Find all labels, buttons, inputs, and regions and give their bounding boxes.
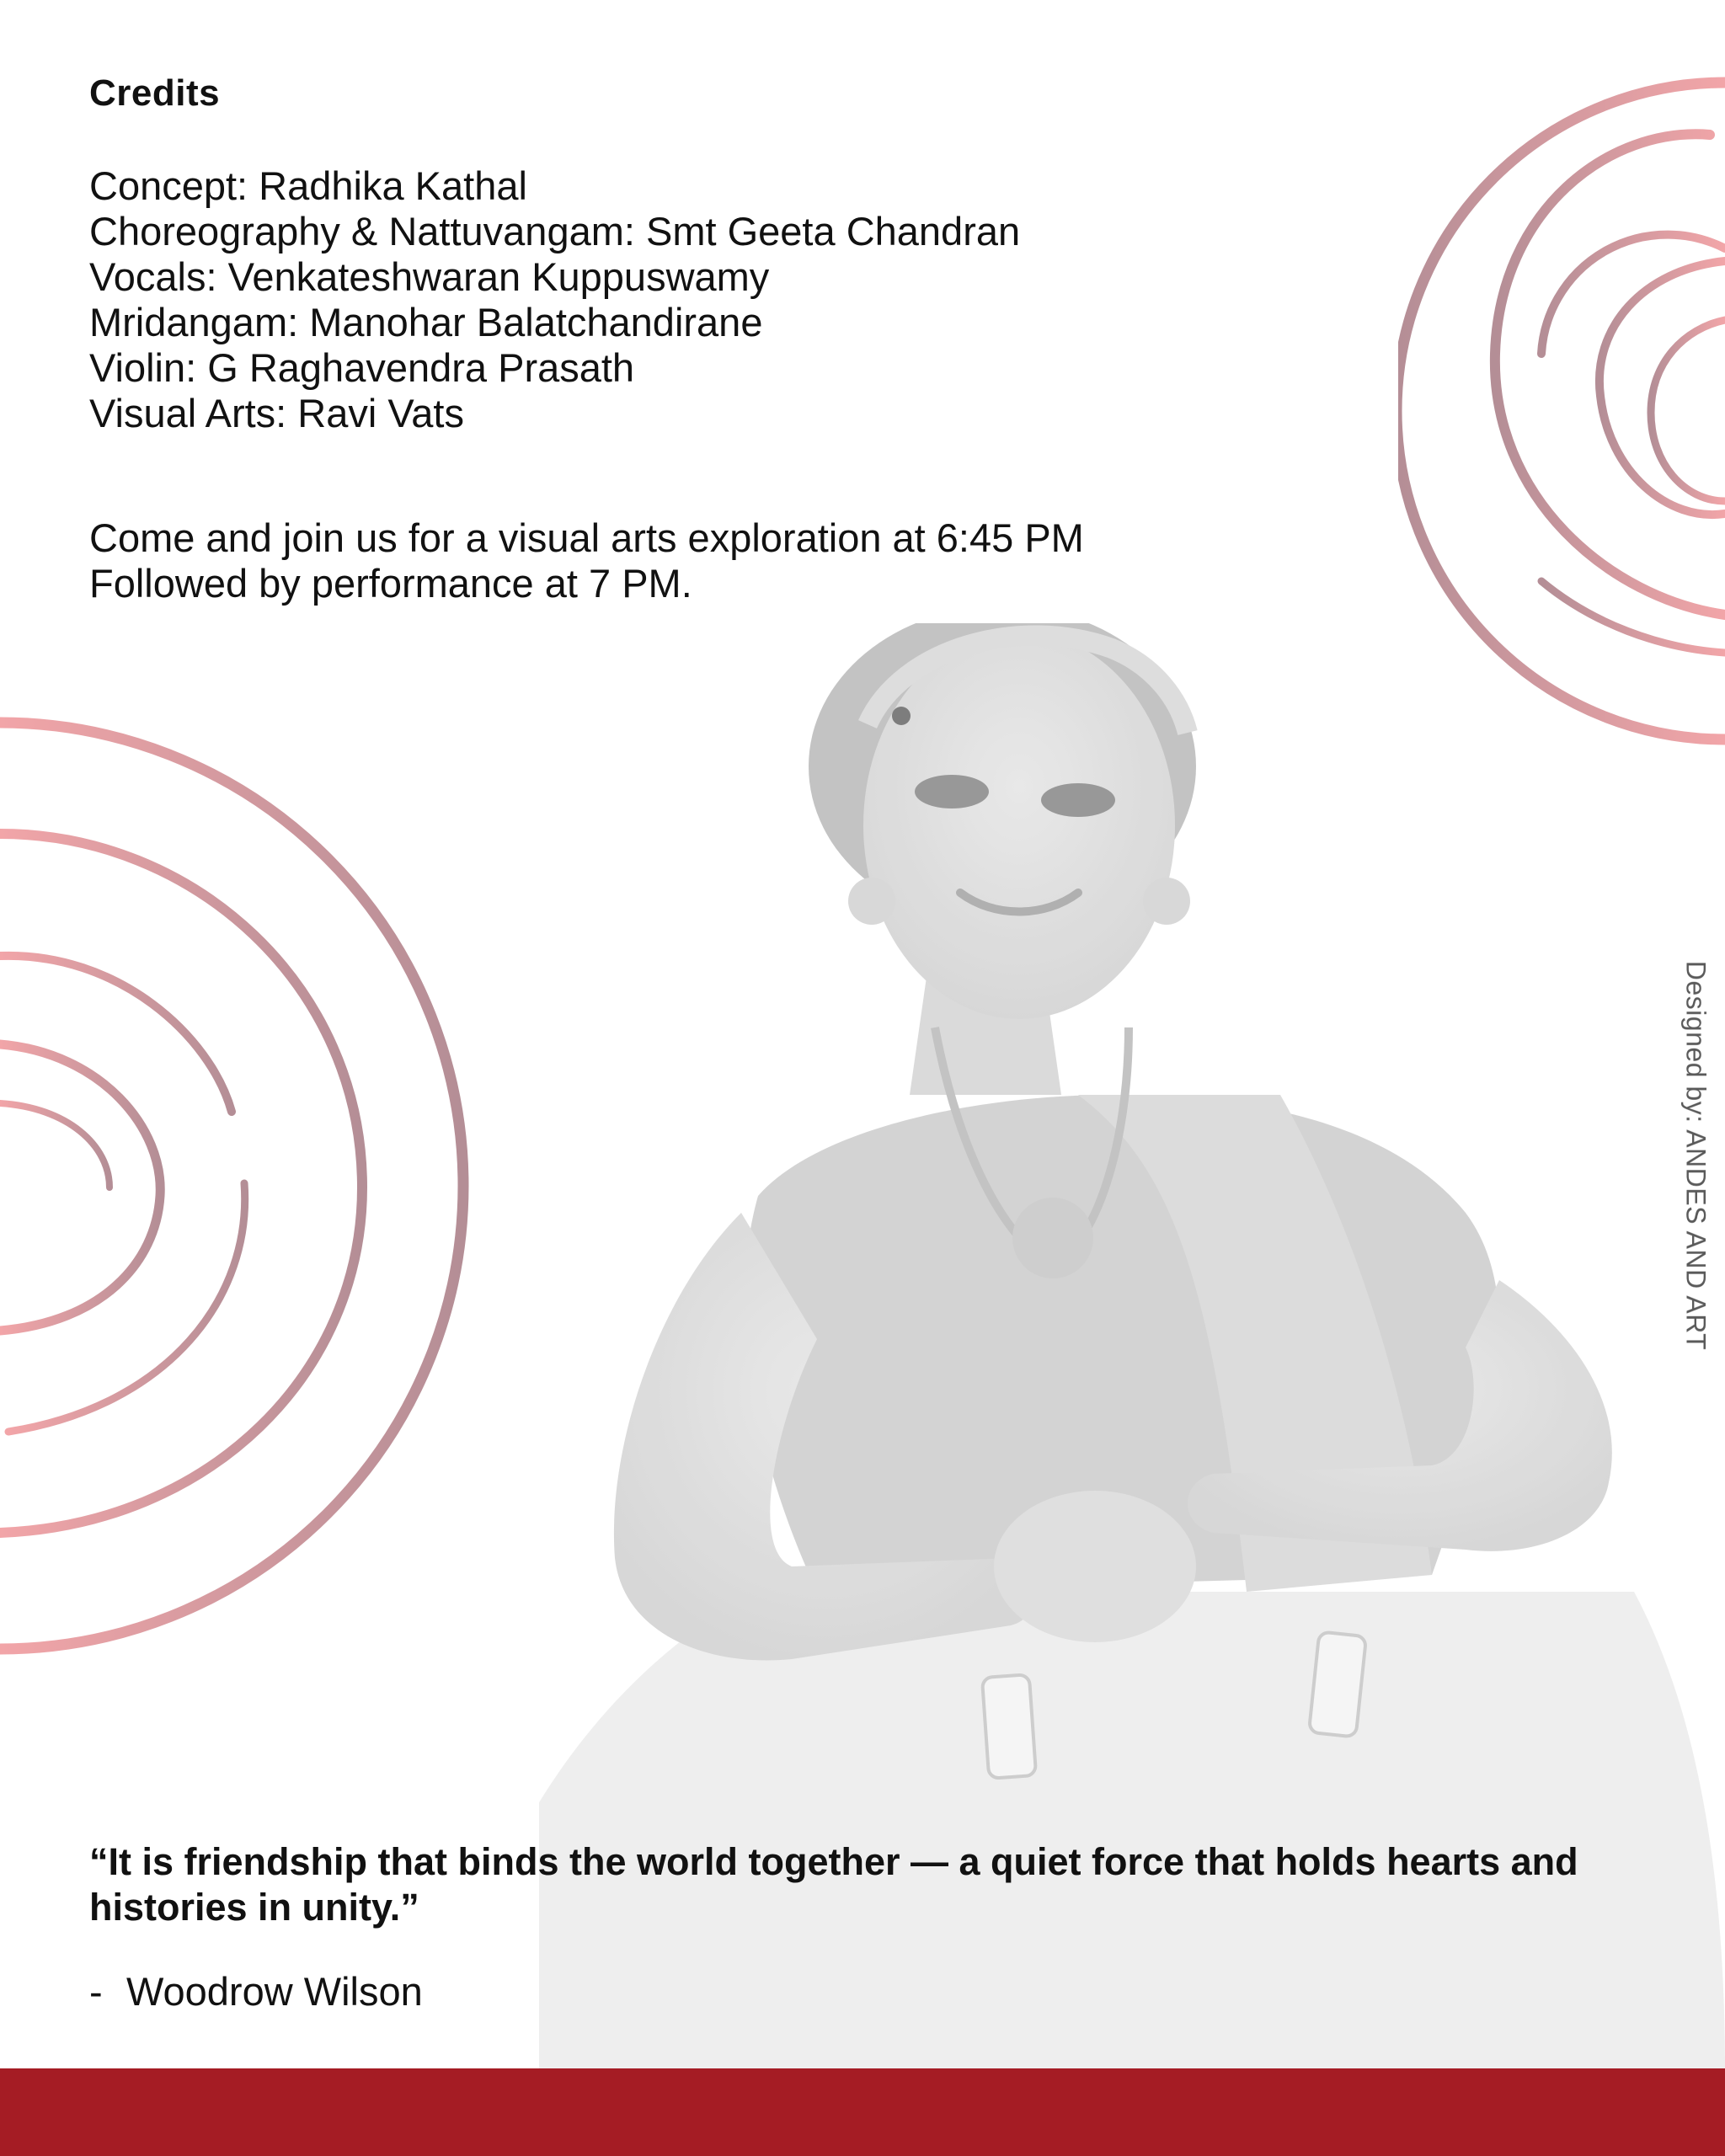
credit-visual-arts: Visual Arts: Ravi Vats [89,391,464,435]
credit-choreography: Choreography & Nattuvangam: Smt Geeta Chandran [89,209,1021,253]
quote-author: Woodrow Wilson [126,1969,423,2014]
credits-list [89,163,1020,436]
attribution-dash: - [89,1969,103,2014]
designer-credit: Designed by: ANDES AND ART [1680,960,1712,1351]
quote-text: “It is friendship that binds the world together — a quiet force that holds hearts and histories in unity.” [89,1840,1578,1929]
credit-vocals: Vocals: Venkateshwaran Kuppuswamy [89,254,770,299]
credit-concept: Concept: Radhika Kathal [89,163,527,208]
invitation-line-2: Followed by performance at 7 PM. [89,561,692,606]
event-invitation [89,515,1084,606]
invitation-line-1: Come and join us for a visual arts exploration at 6:45 PM [89,515,1084,560]
credit-violin: Violin: G Raghavendra Prasath [89,345,635,390]
footer-bar [0,2068,1725,2156]
credits-heading: Credits [89,72,221,114]
quote-attribution [89,1969,423,2015]
spiral-decoration-left [0,707,489,1668]
credit-mridangam: Mridangam: Manohar Balatchandirane [89,300,763,344]
